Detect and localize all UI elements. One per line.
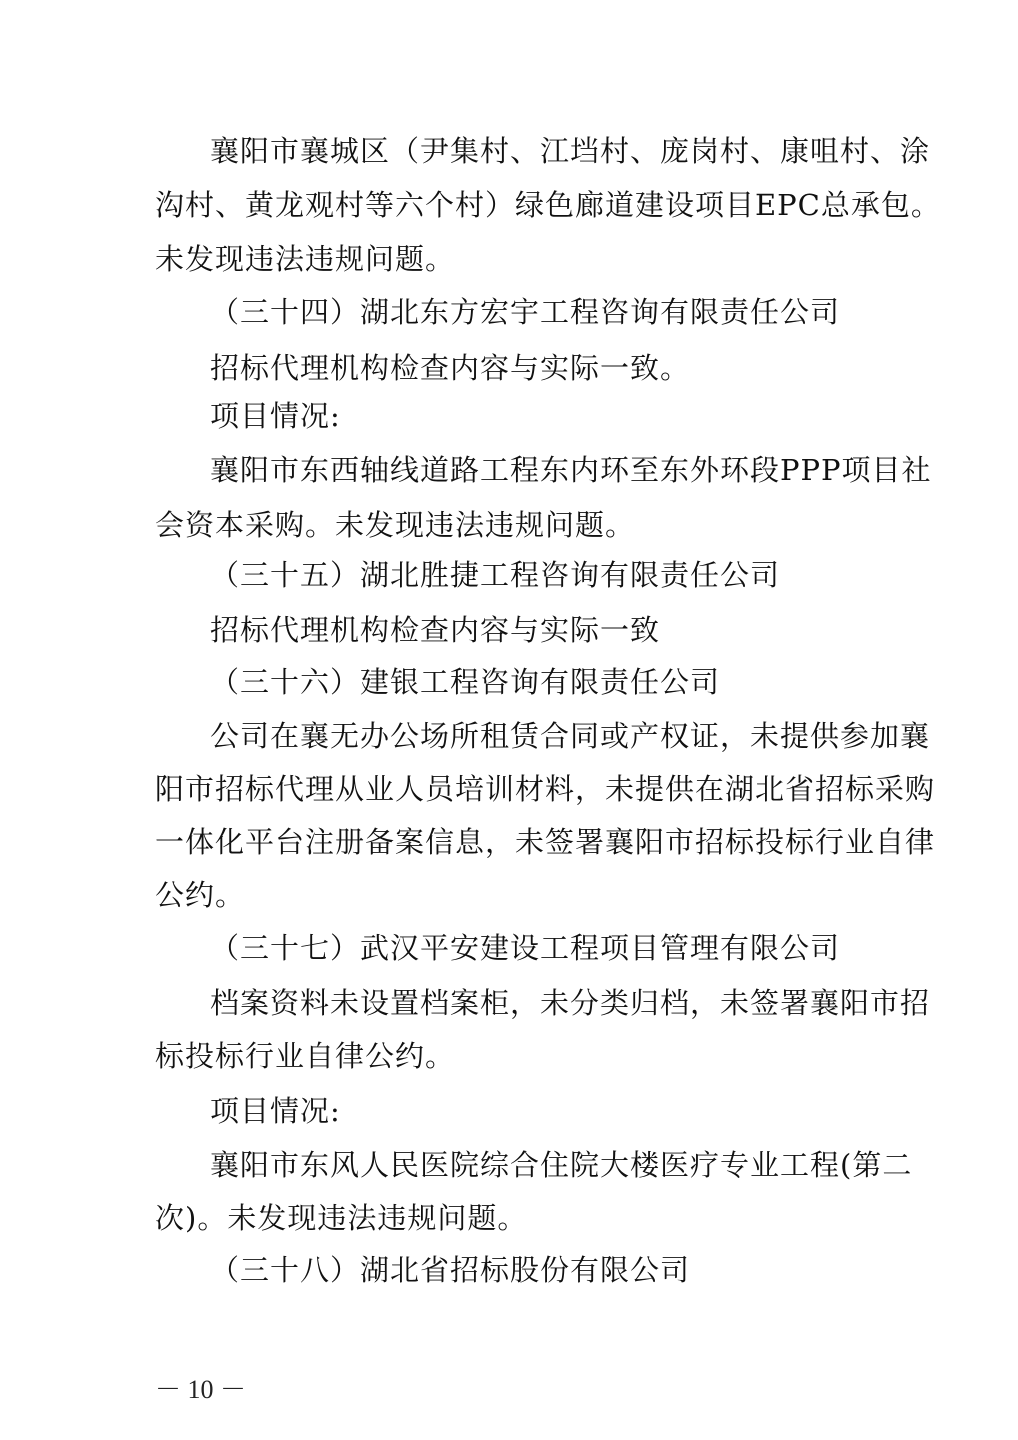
paragraph-line: 未发现违法违规问题。	[155, 242, 456, 276]
paragraph-line: 标投标行业自律公约。	[155, 1039, 456, 1073]
paragraph-line: 阳市招标代理从业人员培训材料，未提供在湖北省招标采购	[155, 772, 936, 806]
paragraph-line: 公约。	[155, 878, 246, 912]
paragraph-line: 档案资料未设置档案柜，未分类归档，未签署襄阳市招	[210, 986, 931, 1020]
paragraph-line: 公司在襄无办公场所租赁合同或产权证，未提供参加襄	[210, 719, 931, 753]
paragraph-line: 会资本采购。未发现违法违规问题。	[155, 508, 636, 542]
paragraph-line: 襄阳市东西轴线道路工程东内环至东外环段PPP项目社	[210, 453, 932, 487]
paragraph-line: 一体化平台注册备案信息，未签署襄阳市招标投标行业自律	[155, 825, 936, 859]
paragraph-line: 项目情况:	[210, 1094, 341, 1128]
paragraph-line: 襄阳市东风人民医院综合住院大楼医疗专业工程(第二	[210, 1148, 913, 1182]
section-heading: （三十八）湖北省招标股份有限公司	[210, 1253, 691, 1287]
paragraph-line: 襄阳市襄城区（尹集村、江垱村、庞岗村、康咀村、涂	[210, 134, 931, 168]
paragraph-line: 沟村、黄龙观村等六个村）绿色廊道建设项目EPC总承包。	[155, 188, 941, 222]
paragraph-line: 招标代理机构检查内容与实际一致。	[210, 351, 691, 385]
page-number: － 10 －	[155, 1375, 247, 1404]
section-heading: （三十五）湖北胜捷工程咨询有限责任公司	[210, 558, 781, 592]
section-heading: （三十七）武汉平安建设工程项目管理有限公司	[210, 931, 841, 965]
paragraph-line: 次)。未发现违法违规问题。	[155, 1201, 528, 1235]
paragraph-line: 招标代理机构检查内容与实际一致	[210, 613, 661, 647]
paragraph-line: 项目情况:	[210, 399, 341, 433]
section-heading: （三十六）建银工程咨询有限责任公司	[210, 665, 721, 699]
section-heading: （三十四）湖北东方宏宇工程咨询有限责任公司	[210, 295, 841, 329]
